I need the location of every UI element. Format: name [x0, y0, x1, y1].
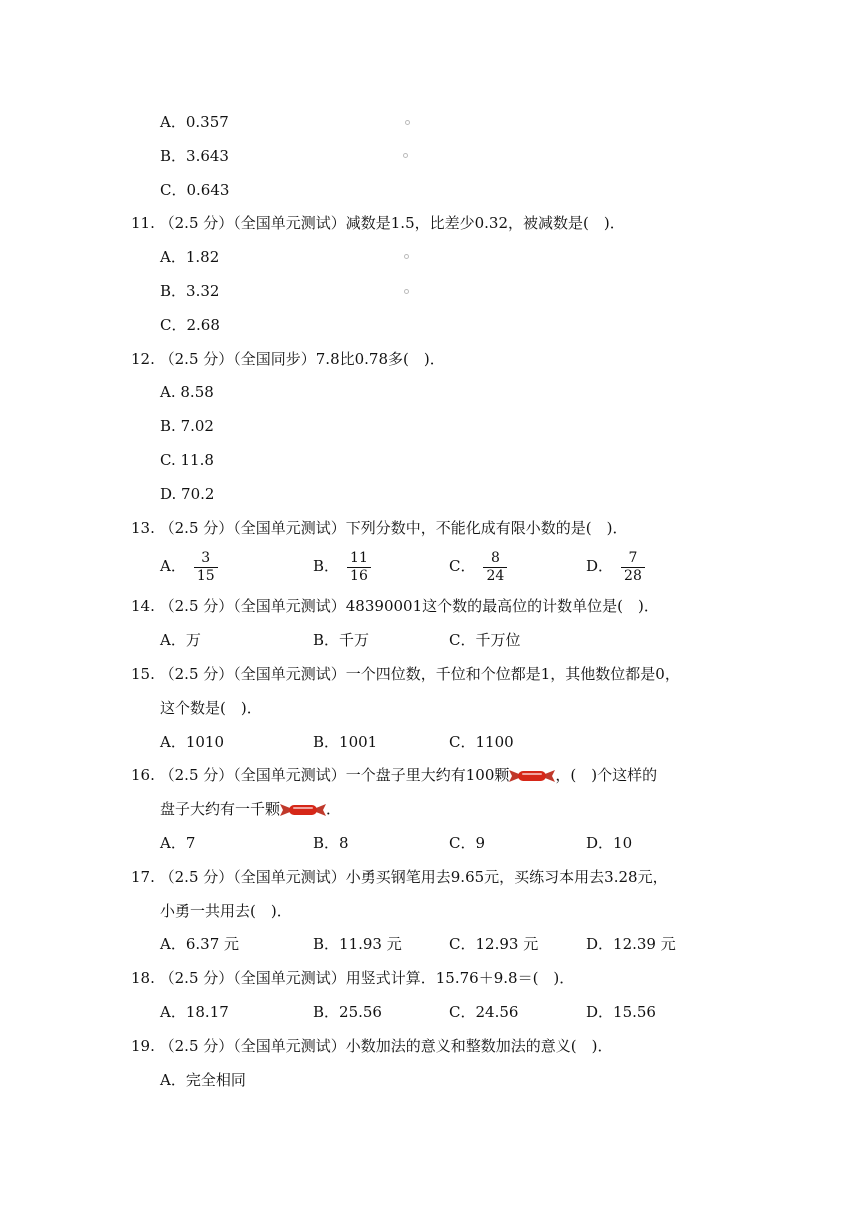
option-text: 6.37 元 [185, 935, 240, 953]
option-letter: B． [313, 834, 340, 852]
option-c [449, 546, 507, 586]
option-letter: B. [160, 417, 176, 435]
option-letter: D． [586, 935, 614, 953]
option-b [160, 416, 214, 436]
denominator: 15 [196, 567, 215, 584]
option-text: 15.56 [613, 1003, 656, 1021]
option-text: 0.643 [186, 181, 230, 199]
option-text: 70.2 [181, 485, 215, 503]
question-15-continuation: 这个数是( )． [160, 699, 262, 717]
option-text: 11.8 [180, 451, 214, 469]
question-number: 18. [131, 969, 155, 987]
option-d [586, 546, 645, 586]
option-a [160, 382, 214, 402]
option-text: 1100 [475, 733, 514, 751]
candy-icon [280, 802, 326, 818]
question-number: 13. [131, 519, 155, 537]
option-a [160, 247, 219, 267]
question-text: （2.5 分）（全国单元测试）减数是1.5，比差少0.32，被减数是( )． [159, 214, 625, 232]
question-16-continuation [160, 799, 341, 819]
option-letter: A． [160, 113, 186, 131]
option-a [160, 1070, 246, 1090]
option-letter: A． [160, 733, 186, 751]
option-text: 12.93 元 [475, 935, 539, 953]
option-d [586, 934, 676, 954]
option-text: 3.643 [186, 147, 229, 165]
option-a [160, 546, 218, 586]
numerator: 3 [194, 550, 218, 568]
option-letter: B． [160, 147, 187, 165]
option-text: 24.56 [475, 1003, 519, 1021]
option-letter: C． [449, 631, 476, 649]
option-letter: B． [313, 631, 340, 649]
numerator: 7 [621, 550, 645, 568]
question-text: （2.5 分）（全国单元测试）48390001这个数的最高位的计数单位是( )． [159, 597, 659, 615]
option-text: 完全相同 [185, 1071, 246, 1089]
option-letter: B． [313, 935, 340, 953]
option-letter: C． [160, 316, 187, 334]
denominator: 28 [624, 567, 642, 584]
option-letter: C． [449, 733, 476, 751]
question-number: 14. [131, 597, 155, 615]
option-text: 10 [613, 834, 633, 852]
option-letter: C． [449, 557, 476, 575]
option-b [160, 281, 219, 301]
option-c [449, 630, 521, 650]
option-b [313, 732, 377, 752]
option-letter: D. [160, 485, 177, 503]
option-letter: A． [160, 935, 186, 953]
question-12 [131, 349, 445, 369]
question-18 [131, 968, 574, 988]
option-letter: D． [586, 834, 614, 852]
option-d [586, 833, 632, 853]
option-text: 1001 [339, 733, 378, 751]
option-text: 千万位 [475, 631, 521, 649]
question-number: 15. [131, 665, 155, 683]
option-letter: C. [160, 451, 176, 469]
question-11 [131, 213, 625, 233]
question-text: （2.5 分）（全国单元测试）小数加法的意义和整数加法的意义( )． [159, 1037, 613, 1055]
denominator: 16 [350, 567, 368, 584]
question-16 [131, 765, 657, 785]
option-letter: C． [449, 834, 476, 852]
denominator: 24 [486, 567, 505, 584]
fraction [194, 550, 218, 585]
option-text: 8.58 [180, 383, 214, 401]
option-text: 7.02 [180, 417, 214, 435]
scan-dot [404, 289, 409, 294]
scan-dot [404, 254, 409, 259]
option-c [160, 180, 229, 200]
option-text: 7 [185, 834, 196, 852]
question-text: （2.5 分）（全国单元测试）一个四位数，千位和个位都是1，其他数位都是0， [159, 665, 680, 683]
option-a [160, 833, 195, 853]
option-c [160, 450, 214, 470]
option-a [160, 732, 224, 752]
option-text: 千万 [339, 631, 370, 649]
option-letter: A． [160, 557, 186, 575]
option-letter: D． [586, 1003, 614, 1021]
question-15 [131, 664, 680, 684]
question-17 [131, 867, 668, 887]
option-b [313, 833, 349, 853]
option-c [449, 1002, 518, 1022]
option-d [160, 484, 214, 504]
option-a [160, 630, 201, 650]
option-letter: A． [160, 631, 186, 649]
question-14 [131, 596, 659, 616]
question-number: 19. [131, 1037, 155, 1055]
fraction [621, 550, 645, 585]
option-letter: A. [160, 383, 176, 401]
question-number: 17. [131, 868, 155, 886]
numerator: 11 [347, 550, 371, 568]
option-text: 25.56 [339, 1003, 382, 1021]
scan-dot [405, 120, 410, 125]
question-text: ． [326, 800, 342, 818]
option-text: 0.357 [185, 113, 229, 131]
option-a [160, 934, 239, 954]
option-d [586, 1002, 656, 1022]
question-number: 11. [131, 214, 155, 232]
option-c [449, 732, 514, 752]
option-letter: D． [586, 557, 614, 575]
candy-icon [509, 768, 555, 784]
option-c [160, 315, 220, 335]
option-text: 2.68 [186, 316, 220, 334]
option-b [313, 1002, 382, 1022]
option-text: 1010 [185, 733, 225, 751]
option-letter: C． [449, 935, 476, 953]
question-text: （2.5 分）（全国单元测试）下列分数中，不能化成有限小数的是( )． [159, 519, 628, 537]
option-letter: B． [313, 1003, 340, 1021]
fraction [347, 550, 371, 585]
question-19 [131, 1036, 612, 1056]
option-text: 11.93 元 [339, 935, 402, 953]
question-number: 12. [131, 350, 155, 368]
option-b [313, 546, 371, 586]
question-text: （2.5 分）（全国同步）7.8比0.78多( )． [159, 350, 445, 368]
scan-dot [403, 153, 408, 158]
numerator: 8 [483, 550, 507, 568]
option-letter: A． [160, 1003, 186, 1021]
option-text: 3.32 [186, 282, 220, 300]
question-text: ，( )个这样的 [555, 766, 658, 784]
option-letter: A． [160, 248, 186, 266]
option-c [449, 934, 538, 954]
question-text: （2.5 分）（全国单元测试）一个盘子里大约有100颗 [159, 766, 510, 784]
option-b [313, 630, 369, 650]
option-a [160, 1002, 229, 1022]
option-c [449, 833, 485, 853]
option-b [313, 934, 402, 954]
question-text: 盘子大约有一千颗 [160, 800, 281, 818]
option-letter: B． [160, 282, 187, 300]
question-text: （2.5 分）（全国单元测试）小勇买钢笔用去9.65元，买练习本用去3.28元， [159, 868, 668, 886]
option-text: 8 [339, 834, 349, 852]
option-text: 万 [185, 631, 201, 649]
option-text: 1.82 [185, 248, 220, 266]
option-letter: B． [313, 557, 340, 575]
question-17-continuation: 小勇一共用去( )． [160, 902, 292, 920]
option-text: 18.17 [185, 1003, 229, 1021]
question-13 [131, 518, 627, 538]
option-text: 12.39 元 [613, 935, 676, 953]
option-a [160, 112, 229, 132]
option-letter: C． [449, 1003, 476, 1021]
question-text: （2.5 分）（全国单元测试）用竖式计算．15.76＋9.8＝( )． [159, 969, 575, 987]
option-letter: C． [160, 181, 187, 199]
question-number: 16. [131, 766, 155, 784]
fraction [483, 550, 507, 585]
option-b [160, 146, 229, 166]
option-text: 9 [475, 834, 486, 852]
option-letter: A． [160, 1071, 186, 1089]
option-letter: B． [313, 733, 340, 751]
option-letter: A． [160, 834, 186, 852]
